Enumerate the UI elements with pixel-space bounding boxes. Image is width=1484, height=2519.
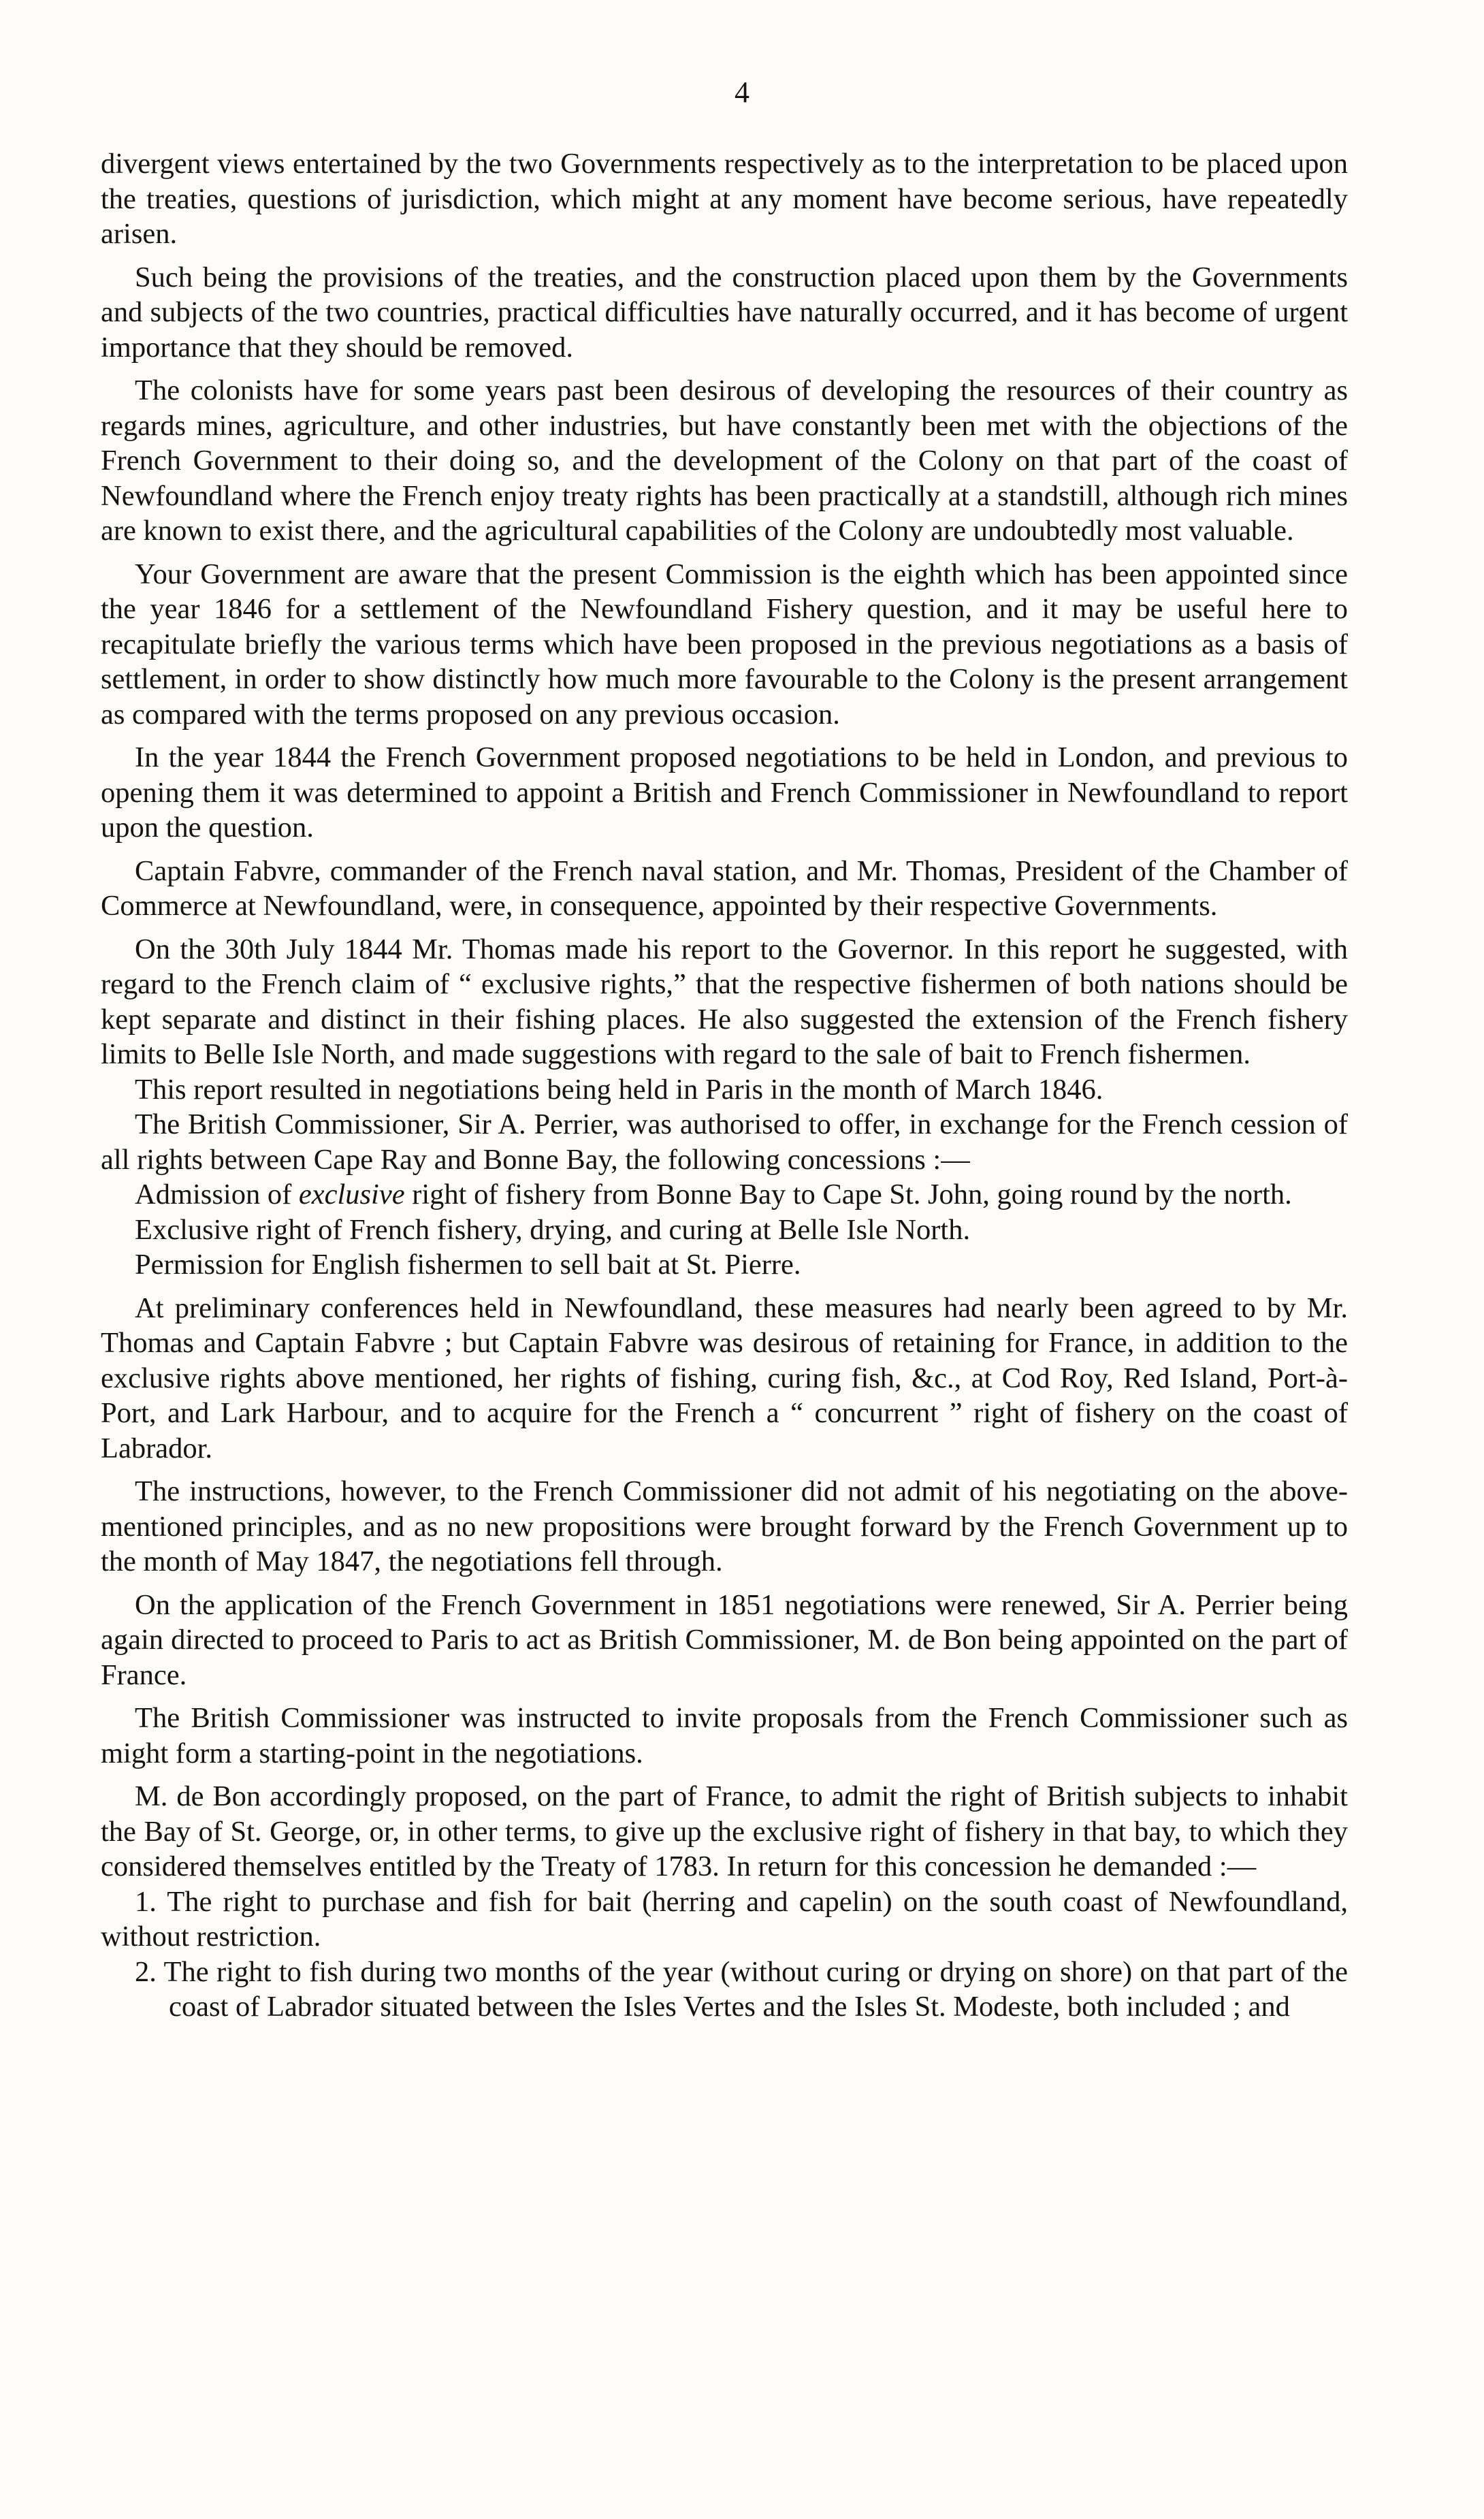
paragraph-year-1844: In the year 1844 the French Government proposed negotiations to be held in London, and previous to opening them it was determined to appoint a British and French Commissioner in Newfoundland to report upon the question. [101,741,1348,844]
paragraph-thomas-report: On the 30th July 1844 Mr. Thomas made his report to the Governor. In this report he suggested, with regard to the French claim of “ exclusive rights,” that the respective fishermen of both nations should be kept separate and distinct in their fishing places. He also suggested the extension of the French fishery limits to Belle Isle North, and made suggestions with regard to the sale of bait to French fishermen. [101,933,1348,1070]
concession-item-exclusive-fishery [101,1177,1348,1213]
paragraph-captain-fabvre: Captain Fabvre, commander of the French naval station, and Mr. Thomas, President of the Chamber of Commerce at Newfoundland, were, in consequence, appointed by their respective Governments. [101,854,1348,922]
concession-text: Admission of [135,1178,299,1210]
paragraph-de-bon-proposal: M. de Bon accordingly proposed, on the part of France, to admit the right of British subjects to inhabit the Bay of St. George, or, in other terms, to give up the exclusive right of fishery in that bay, to which they considered themselves entitled by the Treaty of 1783. In return for this concession he demanded :— [101,1780,1348,1882]
paragraph-instructions: The instructions, however, to the French Commissioner did not admit of his negotiating on the above-mentioned principles, and as no new propositions were brought forward by the French Government up to the month of May 1847, the negotiations fell through. [101,1475,1348,1577]
concession-item-belle-isle: Exclusive right of French fishery, drying, and curing at Belle Isle North. [135,1213,971,1246]
concession-emphasis: exclusive [298,1178,405,1210]
paragraph-preliminary-conferences: At preliminary conferences held in Newfoundland, these measures had nearly been agreed to by Mr. Thomas and Captain Fabvre ; but Captain Fabvre was desirous of retaining for France, in addition to the exclusive rights above mentioned, her rights of fishing, curing fish, &c., at Cod Roy, Red Island, Port-à-Port, and Lark Harbour, and to acquire for the French a “ concurrent ” right of fishery on the coast of Labrador. [101,1291,1348,1464]
concession-text: right of fishery from Bonne Bay to Cape St. John, going round by the north. [404,1178,1292,1210]
paragraph-paris-negotiations: This report resulted in negotiations being held in Paris in the month of March 1846. [135,1073,1103,1106]
paragraph-invite-proposals: The British Commissioner was instructed to invite proposals from the French Commissioner such as might form a starting-point in the negotiations. [101,1702,1348,1769]
paragraph-practical-difficulties: Such being the provisions of the treaties, and the construction placed upon them by the Governments and subjects of the two countries, practical difficulties have naturally occurred, and it has become of urgent importance that they should be removed. [101,261,1348,364]
paragraph-1851-negotiations: On the application of the French Government in 1851 negotiations were renewed, Sir A. Perrier being again directed to proceed to Paris to act as British Commissioner, M. de Bon being appointed on the part of France. [101,1588,1348,1691]
paragraph-divergent-views: divergent views entertained by the two Governments respectively as to the interpretation to be placed upon the treaties, questions of jurisdiction, which might at any moment have become serious, have repeatedly arisen. [101,148,1348,250]
concession-item-bait-st-pierre: Permission for English fishermen to sell bait at St. Pierre. [135,1249,801,1281]
page-number: 4 [735,76,749,109]
demand-item-1: 1. The right to purchase and fish for bait (herring and capelin) on the south coast of Newfoundland, without restriction. [101,1885,1348,1953]
paragraph-colonists-resources: The colonists have for some years past been desirous of developing the resources of their country as regards mines, agriculture, and other industries, but have constantly been met with the objections of the French Government to their doing so, and the development of the Colony on that part of the coast of Newfoundland where the French enjoy treaty rights has been practically at a standstill, although rich mines are known to exist there, and the agricultural capabilities of the Colony are undoubtedly most valuable. [101,374,1348,547]
demand-item-2: 2. The right to fish during two months of the year (without curing or drying on shore) on that part of the coast of Labrador situated between the Isles Vertes and the Isles St. Modeste, both included ; and [135,1955,1348,2023]
document-body [101,146,1348,2025]
paragraph-british-commissioner-offer: The British Commissioner, Sir A. Perrier, was authorised to offer, in exchange for the French cession of all rights between Cape Ray and Bonne Bay, the following concessions :— [101,1108,1348,1176]
paragraph-eighth-commission: Your Government are aware that the present Commission is the eighth which has been appointed since the year 1846 for a settlement of the Newfoundland Fishery question, and it may be useful here to recapitulate briefly the various terms which have been proposed in the previous negotiations as a basis of settlement, in order to show distinctly how much more favourable to the Colony is the present arrangement as compared with the terms proposed on any previous occasion. [101,558,1348,731]
